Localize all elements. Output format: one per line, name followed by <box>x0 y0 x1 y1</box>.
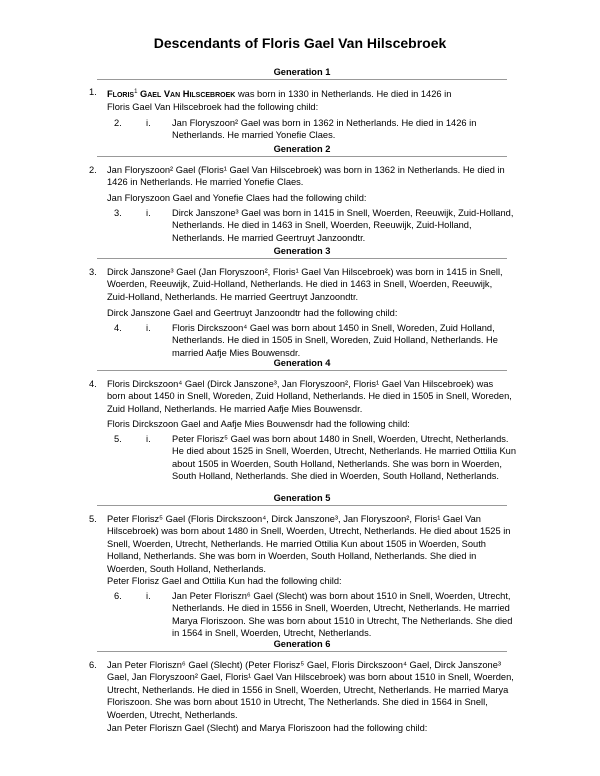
entry-text: Floris Dirckszoon⁴ Gael (Dirck Janszone³, Jan Floryszoon², Floris¹ Gael Van Hilscebroek) was born about 1450 in Snell, Woreden, Zuid Holland, Netherlands. He died in 1505 in Snell, Woreden, Zuid Holland, Netherlands. He married Aafje Mies Bouwensdr. <box>107 379 512 414</box>
children-intro: Dirck Janszone Gael and Geertruyt Janzoondtr had the following child: <box>107 308 398 318</box>
child-number: 6. <box>114 591 122 601</box>
child-roman: i. <box>146 434 151 444</box>
child-entry <box>107 117 517 142</box>
child-number: 5. <box>114 434 122 444</box>
children-intro: Peter Florisz Gael and Ottilia Kun had the following child: <box>107 576 342 586</box>
entry-text: Peter Florisz⁵ Gael (Floris Dirckszoon⁴, Dirck Janszone³, Jan Floryszoon², Floris¹ Gael Van Hilscebroek) was born about 1480 in Snell, Woerden, Utrecht, Netherlands. He died about 1525 in Snell, Woerden, Utrecht, Netherlands. He married Ottilia Kun about 1505 in Woerden, South Holland, Netherlands. She was born in Woerden, South Holland, Netherlands. She died in Woerden, South Holland, Netherlands. <box>107 514 511 574</box>
child-entry <box>107 322 517 359</box>
child-text: Jan Floryszoon² Gael was born in 1362 in Netherlands. He died in 1426 in Netherlands. He married Yonefie Claes. <box>172 118 477 141</box>
person-entry <box>89 164 514 189</box>
children-intro: Floris Dirckszoon Gael and Aafje Mies Bouwensdr had the following child: <box>107 419 410 429</box>
child-entry <box>107 433 517 483</box>
child-roman: i. <box>146 323 151 333</box>
children-intro: Jan Floryszoon Gael and Yonefie Claes had the following child: <box>107 193 367 203</box>
child-number: 4. <box>114 323 122 333</box>
child-roman: i. <box>146 118 151 128</box>
generation-heading: Generation 2 <box>97 143 507 157</box>
child-roman: i. <box>146 208 151 218</box>
child-text: Floris Dirckszoon⁴ Gael was born about 1450 in Snell, Woreden, Zuid Holland, Netherlands. He died in 1505 in Snell, Woreden, Zuid Holland, Netherlands. He married Aafje Mies Bouwensdr. <box>172 323 498 358</box>
child-number: 2. <box>114 118 122 128</box>
child-text: Peter Florisz⁵ Gael was born about 1480 in Snell, Woerden, Utrecht, Netherlands. He died about 1525 in Snell, Woerden, Utrecht, Netherlands. He married Ottilia Kun about 1505 in Woerden, South Holland, Netherlands. She was born in Woerden, South Holland, Netherlands. She died in Woerden, South Holland, Netherlands. <box>172 434 516 482</box>
entry-number: 3. <box>89 267 97 277</box>
entry-text: Jan Floryszoon² Gael (Floris¹ Gael Van Hilscebroek) was born in 1362 in Netherlands. He died in 1426 in Netherlands. He married Yonefie Claes. <box>107 165 505 188</box>
entry-number: 5. <box>89 514 97 524</box>
child-number: 3. <box>114 208 122 218</box>
generation-heading: Generation 6 <box>97 638 507 652</box>
generation-heading: Generation 5 <box>97 492 507 506</box>
child-roman: i. <box>146 591 151 601</box>
person-entry <box>89 378 514 415</box>
child-text: Dirck Janszone³ Gael was born in 1415 in Snell, Woerden, Reeuwijk, Zuid-Holland, Netherlands. He died in 1463 in Snell, Woerden, Reeuwijk, Zuid-Holland, Netherlands. He married Geertruyt Janzoondtr. <box>172 208 514 243</box>
generation-heading: Generation 1 <box>97 66 507 80</box>
entry-text: Dirck Janszone³ Gael (Jan Floryszoon², Floris¹ Gael Van Hilscebroek) was born in 1415 in Snell, Woerden, Reeuwijk, Zuid-Holland, Netherlands. He died in 1463 in Snell, Woerden, Reeuwijk, Zuid-Holland, Netherlands. He married Geertruyt Janzoondtr. <box>107 267 503 302</box>
entry-number: 6. <box>89 660 97 670</box>
entry-number: 4. <box>89 379 97 389</box>
entry-text: Floris$^1$ Gael Van Hilscebroek was born in 1330 in Netherlands. He died in 1426 in <box>107 89 452 100</box>
child-entry <box>107 590 517 640</box>
generation-heading: Generation 4 <box>97 357 507 371</box>
children-intro: Floris Gael Van Hilscebroek had the following child: <box>107 102 319 112</box>
person-entry <box>89 513 514 575</box>
page-title: Descendants of Floris Gael Van Hilscebroek <box>153 35 447 51</box>
child-text: Jan Peter Floriszn⁶ Gael (Slecht) was born about 1510 in Snell, Woerden, Utrecht, Netherlands. He died in 1556 in Snell, Woerden, Utrecht, Netherlands. He married Marya Floriszoon. She was born about 1510 in Utrecht, The Netherlands. She died in 1564 in Snell, Woerden, Utrecht, Netherlands. <box>172 591 513 639</box>
person-entry <box>89 266 514 303</box>
children-intro: Jan Peter Floriszn Gael (Slecht) and Marya Floriszoon had the following child: <box>107 723 428 733</box>
entry-text: Jan Peter Floriszn⁶ Gael (Slecht) (Peter Florisz⁵ Gael, Floris Dirckszoon⁴ Gael, Dirck Janszone³ Gael, Jan Floryszoon² Gael, Floris¹ Gael Van Hilscebroek) was born about 1510 in Snell, Woerden, Utrecht, Netherlands. He died in 1556 in Snell, Woerden, Utrecht, Netherlands. He married Marya Floriszoon. She was born about 1510 in Utrecht, The Netherlands. She died in 1564 in Snell, Woerden, Utrecht, Netherlands. <box>107 660 514 720</box>
child-entry <box>107 207 517 244</box>
person-entry <box>89 86 514 101</box>
generation-heading: Generation 3 <box>97 245 507 259</box>
entry-number: 1. <box>89 87 97 97</box>
person-entry <box>89 659 514 721</box>
entry-number: 2. <box>89 165 97 175</box>
